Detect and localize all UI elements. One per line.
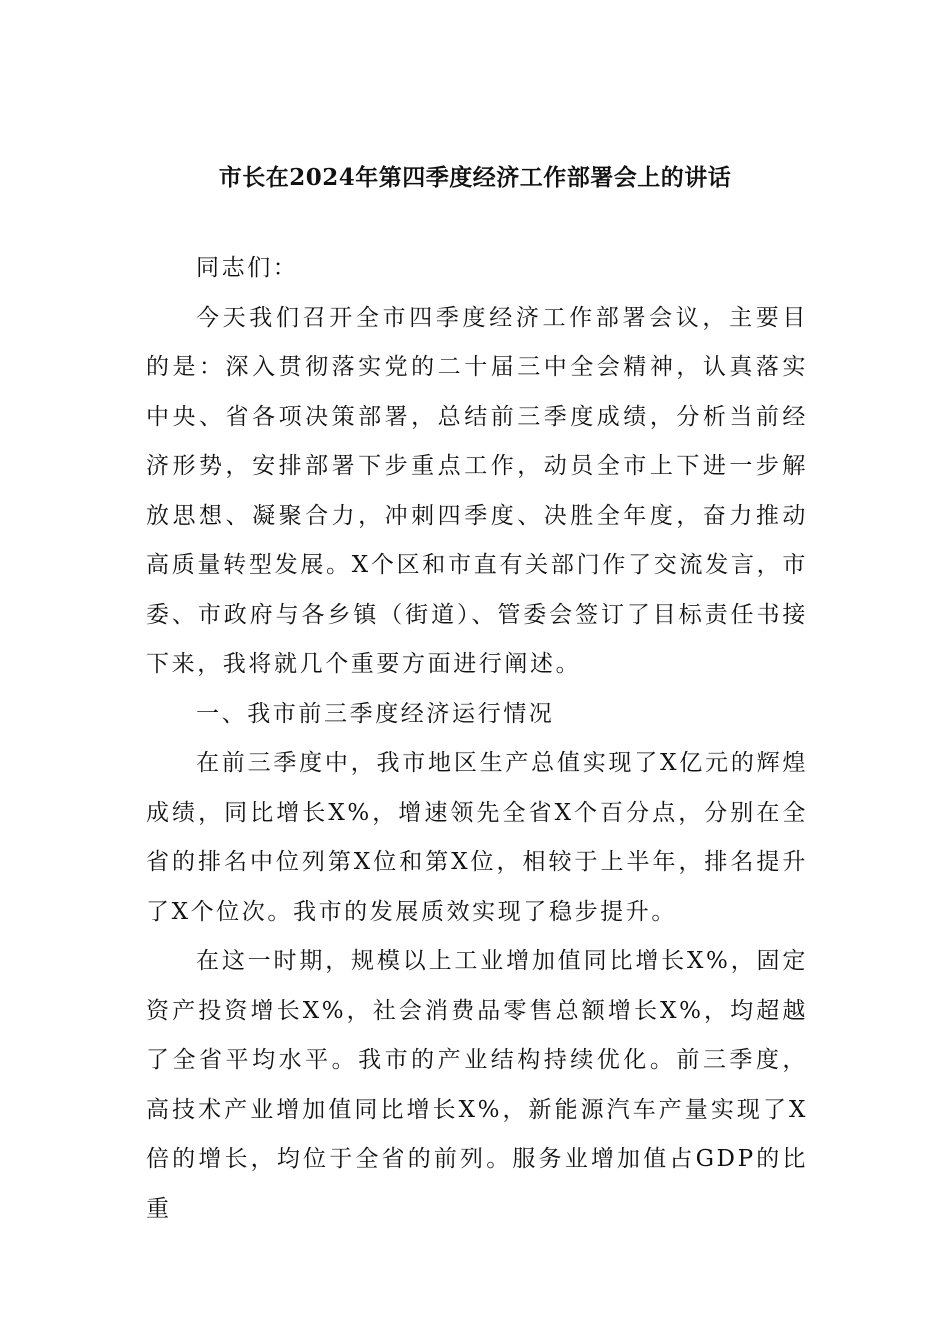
paragraph-intro: 今天我们召开全市四季度经济工作部署会议，主要目的是：深入贯彻落实党的二十届三中全会精神，认真落实中央、省各项决策部署，总结前三季度成绩，分析当前经济形势，安排部署下步重点工作，动员全市上下进一步解放思想、凝聚合力，冲刺四季度、决胜全年度，奋力推动高质量转型发展。X个区和市直有关部门作了交流发言，市委、市政府与各乡镇（街道）、管委会签订了目标责任书接下来，我将就几个重要方面进行阐述。 (146, 304, 808, 677)
section-heading: 一、我市前三季度经济运行情况 (196, 700, 555, 727)
paragraph-industry: 在这一时期，规模以上工业增加值同比增长X%，固定资产投资增长X%，社会消费品零售总额增长X%，均超越了全省平均水平。我市的产业结构持续优化。前三季度，高技术产业增加值同比增长X%，新能源汽车产量实现了X倍的增长，均位于全省的前列。服务业增加值占GDP的比重 (146, 948, 808, 1222)
paragraph-gdp: 在前三季度中，我市地区生产总值实现了X亿元的辉煌成绩，同比增长X%，增速领先全省X个百分点，分别在全省的排名中位列第X位和第X位，相较于上半年，排名提升了X个位次。我市的发展质效实现了稳步提升。 (146, 750, 808, 925)
document-title: 市长在2024年第四季度经济工作部署会上的讲话 (218, 164, 732, 191)
greeting: 同志们： (196, 255, 299, 281)
document-body (146, 244, 808, 1234)
